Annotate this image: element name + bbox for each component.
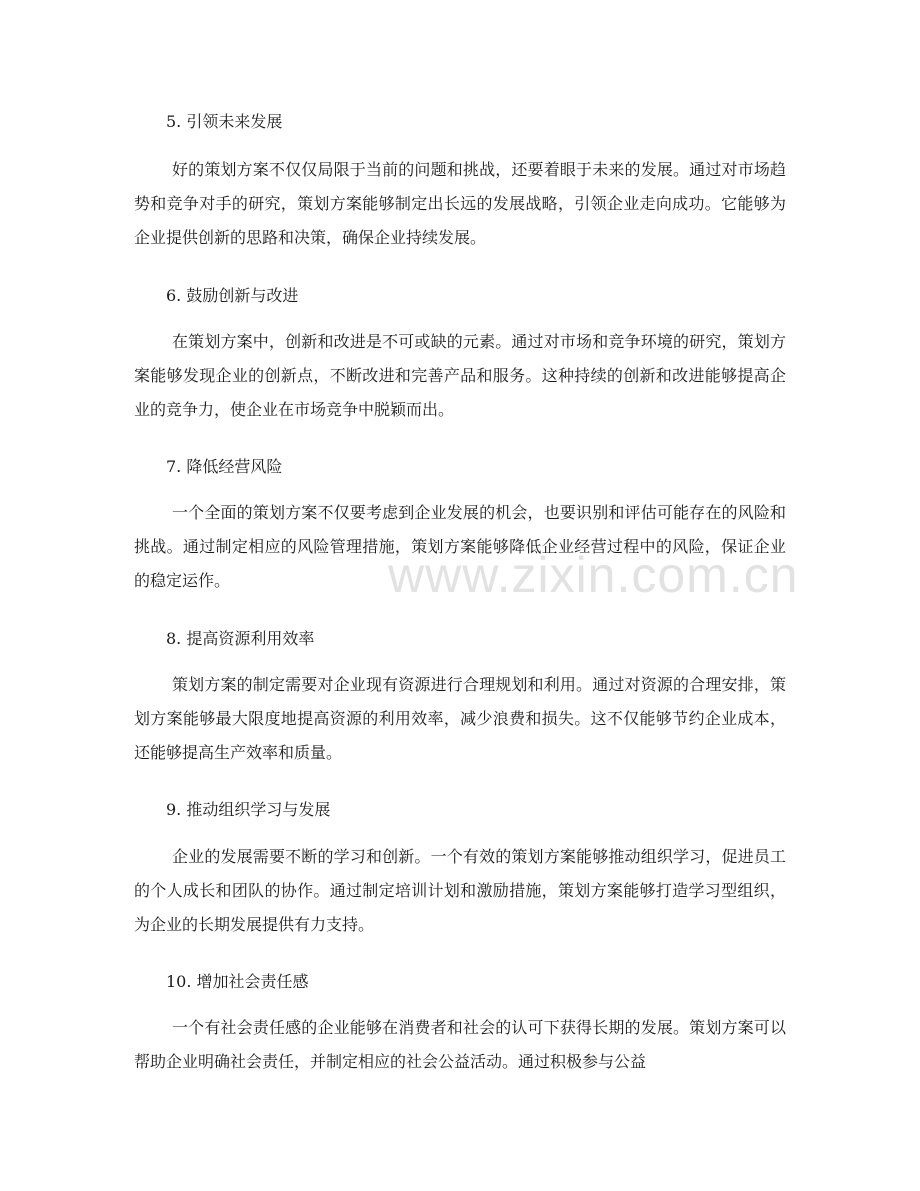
section-paragraph: 企业的发展需要不断的学习和创新。一个有效的策划方案能够推动组织学习，促进员工的个人成长和团队的协作。通过制定培训计划和激励措施，策划方案能够打造学习型组织，为企业的长期发展提供有力支持。 xyxy=(134,847,786,934)
watermark: www.zixin.com.cn xyxy=(388,547,799,603)
section-paragraph: 好的策划方案不仅仅局限于当前的问题和挑战，还要着眼于未来的发展。通过对市场趋势和竞争对手的研究，策划方案能够制定出长远的发展战略，引领企业走向成功。它能够为企业提供创新的思路和决策，确保企业持续发展。 xyxy=(134,160,786,247)
section-heading: 9. 推动组织学习与发展 xyxy=(166,800,331,819)
section-heading: 7. 降低经营风险 xyxy=(166,457,283,476)
section-heading: 10. 增加社会责任感 xyxy=(166,972,309,991)
section-paragraph: 一个全面的策划方案不仅要考虑到企业发展的机会，也要识别和评估可能存在的风险和挑战。通过制定相应的风险管理措施，策划方案能够降低企业经营过程中的风险，保证企业的稳定运作。 xyxy=(134,503,786,590)
section-heading: 8. 提高资源利用效率 xyxy=(166,629,315,648)
section-paragraph: 一个有社会责任感的企业能够在消费者和社会的认可下获得长期的发展。策划方案可以帮助企业明确社会责任，并制定相应的社会公益活动。通过积极参与公益 xyxy=(134,1018,786,1071)
section-heading: 6. 鼓励创新与改进 xyxy=(166,286,299,305)
section-paragraph: 策划方案的制定需要对企业现有资源进行合理规划和利用。通过对资源的合理安排，策划方案能够最大限度地提高资源的利用效率，减少浪费和损失。这不仅能够节约企业成本，还能够提高生产效率和质量。 xyxy=(134,675,786,762)
section-heading: 5. 引领未来发展 xyxy=(166,112,283,131)
section-paragraph: 在策划方案中，创新和改进是不可或缺的元素。通过对市场和竞争环境的研究，策划方案能够发现企业的创新点，不断改进和完善产品和服务。这种持续的创新和改进能够提高企业的竞争力，使企业在市场竞争中脱颖而出。 xyxy=(134,332,786,419)
